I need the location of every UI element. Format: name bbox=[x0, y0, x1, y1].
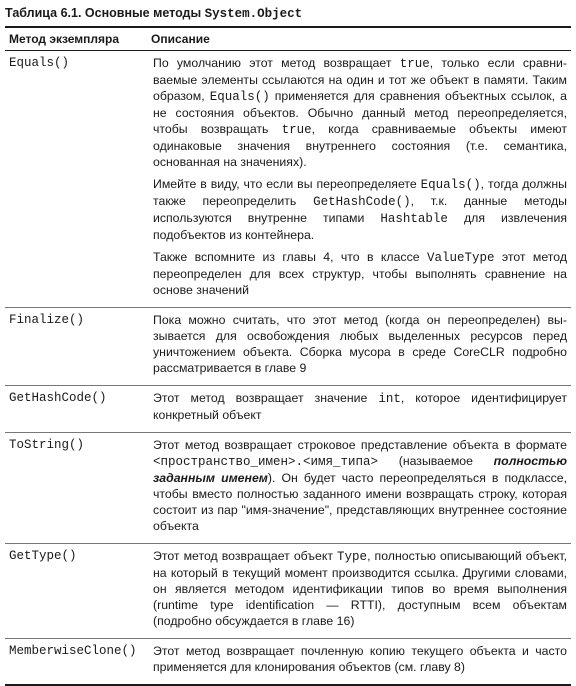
table-row bbox=[5, 51, 571, 308]
description-paragraph: Имейте в виду, что если вы переопределяете Equals(), тогда должны также переопределить GetHashCode(), т.к. данные методы используются внутренне типами Hashtable для извлечения подобъектов из контейнера. bbox=[153, 177, 567, 242]
method-description bbox=[147, 433, 571, 544]
method-name: GetType() bbox=[5, 544, 147, 639]
method-description bbox=[147, 308, 571, 386]
method-description bbox=[147, 51, 571, 308]
description-paragraph: Пока можно считать, что этот метод (когда он переопределен) вызывается для освобождения любых выделенных ресурсов перед уничтожением объекта. Сборка мусора в среде CoreCLR подробно рассматривается в главе 9 bbox=[153, 313, 567, 375]
description-paragraph: Этот метод возвращает строковое представление объекта в формате <пространство_имен>.<имя_типа> (называемое полностью заданным именем). Он будет часто переопределяться в подклассе, чтобы вместо полностью заданного имени возвращать строку, которая состоит из пар "имя-значение", представляющих внутреннее состояние объекта bbox=[153, 438, 568, 533]
method-name: MemberwiseClone() bbox=[5, 639, 147, 686]
column-header-description: Описание bbox=[147, 27, 571, 51]
table-header-row bbox=[5, 27, 571, 51]
description-paragraph: Этот метод возвращает значение int, которое идентифицирует конкретный объект bbox=[153, 391, 567, 422]
column-header-method: Метод экземпляра bbox=[5, 27, 147, 51]
table-row bbox=[5, 544, 571, 639]
table-caption bbox=[5, 4, 571, 23]
method-description bbox=[147, 386, 571, 433]
method-name: Finalize() bbox=[5, 308, 147, 386]
description-paragraph: По умолчанию этот метод возвращает true, только если сравниваемые элементы ссылаются на один и тот же объект в памяти. Таким образом, Equals() применяется для сравнения объектных ссылок, а не состояния объектов. Обычно данный метод переопределяется, чтобы возвращать true, когда сравниваемые объекты имеют одинаковые значения внутреннего состояния (т.е. семантика, основанная на значениях). bbox=[153, 56, 568, 169]
table-row bbox=[5, 386, 571, 433]
method-description bbox=[147, 544, 571, 639]
description-paragraph: Также вспомните из главы 4, что в классе ValueType этот метод переопределен для всех структур, чтобы выполнять сравнение на основе значений bbox=[153, 250, 567, 297]
method-name: Equals() bbox=[5, 51, 147, 308]
table-row bbox=[5, 308, 571, 386]
method-name: GetHashCode() bbox=[5, 386, 147, 433]
description-paragraph: Этот метод возвращает почленную копию текущего объекта и часто применяется для клонирования объектов (см. главу 8) bbox=[153, 644, 567, 674]
table-row bbox=[5, 433, 571, 544]
caption-code: System.Object bbox=[204, 7, 303, 21]
method-description bbox=[147, 639, 571, 686]
table-row bbox=[5, 639, 571, 686]
methods-table bbox=[5, 26, 571, 686]
caption-prefix: Таблица 6.1. Основные методы bbox=[5, 6, 205, 20]
method-name: ToString() bbox=[5, 433, 147, 544]
description-paragraph: Этот метод возвращает объект Type, полностью описывающий объект, на который в текущий момент производится ссылка. Другими словами, он является методом идентификации типов во время выполнения (runtime type identification — RTTI), доступным всем объектам (подробно обсуждается в главе 16) bbox=[153, 549, 567, 628]
